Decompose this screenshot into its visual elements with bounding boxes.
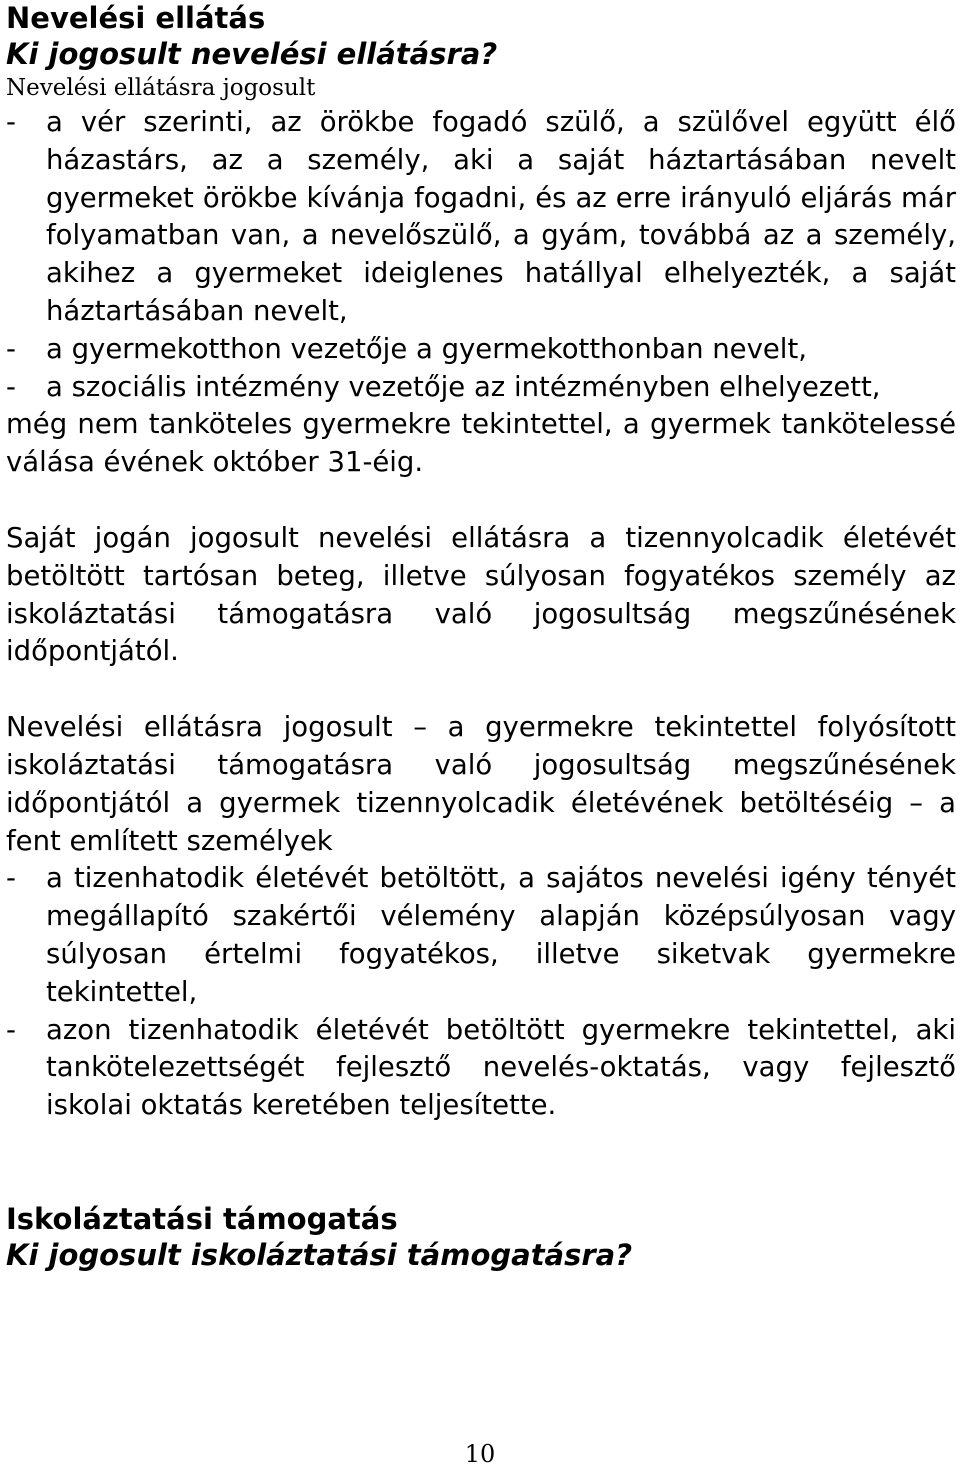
list-item-text: a vér szerinti, az örökbe fogadó szülő, a szülővel együtt élő házastárs, az a személy, aki a saját háztartásában nevelt gyermeket örökbe kívánja fogadni, és az erre irányuló eljárás már folyamatban van, a nevelőszülő, a gyám, továbbá az a személy, akihez a gyermeket ideiglenes hatállyal elhelyezték, a saját háztartásában nevelt, [46,106,956,327]
section-title-neveles: Nevelési ellátás [6,1,266,35]
list-item [6,331,956,369]
page-number: 10 [464,1440,496,1468]
section-question-iskoláztatás: Ki jogosult iskoláztatási támogatásra? [6,1237,633,1272]
spacer [6,671,956,709]
list-item [6,369,956,407]
also-eligible-paragraph: Nevelési ellátásra jogosult – a gyermekre tekintettel folyósított iskoláztatási támogatásra való jogosultság megszűnésének időpontjától a gyermek tizennyolcadik életévének betöltéséig – a fent említett személyek [6,711,956,857]
list-dash: - [6,106,16,138]
list-dash: - [6,332,16,365]
list-item-text: a szociális intézmény vezetője az intézményben elhelyezett, [46,370,881,403]
list-item-text: a gyermekotthon vezetője a gyermekotthonban nevelt, [46,332,807,365]
list-dash: - [6,1013,16,1046]
closing-paragraph: még nem tanköteles gyermekre tekintettel, a gyermek tankötelessé válása évének október 31-éig. [6,408,956,479]
own-right-paragraph: Saját jogán jogosult nevelési ellátásra a tizennyolcadik életévét betöltött tartósan beteg, illetve súlyosan fogyatékos személy az iskoláztatási támogatásra való jogosultság megszűnésének időpontjától. [6,521,956,668]
list-dash: - [6,370,16,403]
section-title-iskoláztatás: Iskoláztatási támogatás [6,1201,398,1236]
list-item [6,1012,956,1125]
list-item [6,104,956,331]
intro-line: Nevelési ellátásra jogosult [6,75,316,101]
spacer [6,482,956,520]
list-item-text: a tizenhatodik életévét betöltött, a sajátos nevelési igény tényét megállapító szakértői vélemény alapján középsúlyosan vagy súlyosan értelmi fogyatékos, illetve siketvak gyermekre tekintettel, [46,862,956,1008]
spacer [6,1125,956,1201]
document-page [6,0,956,1273]
list-item-text: azon tizenhatodik életévét betöltött gyermekre tekintettel, aki tankötelezettségét fejlesztő nevelés-oktatás, vagy fejlesztő iskolai oktatás keretében teljesítette. [46,1013,956,1122]
list-dash: - [6,862,16,895]
section-question-neveles: Ki jogosult nevelési ellátásra? [6,37,498,71]
list-item [6,860,956,1011]
